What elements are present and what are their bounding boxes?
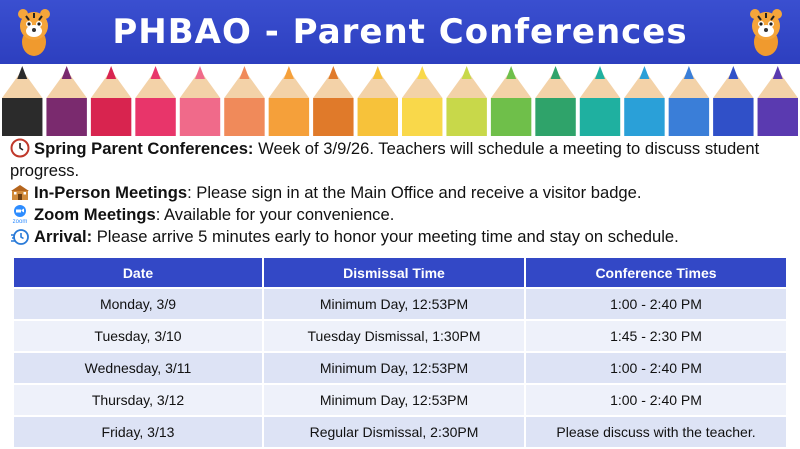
- clock-icon: [10, 138, 30, 158]
- pencil-body: [46, 98, 86, 136]
- pencil-tip: [551, 66, 561, 79]
- table-cell: Wednesday, 3/11: [14, 353, 262, 383]
- column-header-dismissal: Dismissal Time: [264, 258, 524, 287]
- pencil-tip: [462, 66, 472, 79]
- pencil-tip: [17, 66, 27, 79]
- pencil-body: [91, 98, 131, 136]
- pencil-tip: [195, 66, 205, 79]
- table-cell: Tuesday Dismissal, 1:30PM: [264, 321, 524, 351]
- pencil-body: [224, 98, 264, 136]
- table-cell: 1:00 - 2:40 PM: [526, 289, 786, 319]
- pencil-body: [402, 98, 442, 136]
- pencil-tip: [684, 66, 694, 79]
- pencil-body: [580, 98, 620, 136]
- pencil-tip: [62, 66, 72, 79]
- zoom-icon: [10, 204, 30, 224]
- column-header-conference: Conference Times: [526, 258, 786, 287]
- pencil-tip: [239, 66, 249, 79]
- info-line-in-person: In-Person Meetings: Please sign in at the Main Office and receive a visitor badge.: [10, 182, 795, 204]
- pencil-tip: [773, 66, 783, 79]
- info-line-zoom: zoom Zoom Meetings: Available for your convenience.: [10, 204, 795, 226]
- table-row: [14, 353, 786, 383]
- pencil-tip: [373, 66, 383, 79]
- pencil-body: [446, 98, 486, 136]
- pencil-tip: [284, 66, 294, 79]
- pencil-tip: [417, 66, 427, 79]
- pencil-tip: [106, 66, 116, 79]
- pencil-body: [135, 98, 175, 136]
- column-header-date: Date: [14, 258, 262, 287]
- table-header-row: [14, 258, 786, 287]
- table-cell: Thursday, 3/12: [14, 385, 262, 415]
- pencil-body: [269, 98, 309, 136]
- pencil-tip: [328, 66, 338, 79]
- pencil-tip: [639, 66, 649, 79]
- table-cell: 1:00 - 2:40 PM: [526, 385, 786, 415]
- timer-icon: [10, 226, 30, 246]
- svg-text:zoom: zoom: [12, 219, 28, 224]
- pencil-body: [2, 98, 42, 136]
- info-line-spring: Spring Parent Conferences: Week of 3/9/26. Teachers will schedule a meeting to discuss student progress.: [10, 139, 760, 180]
- info-section: [10, 138, 795, 248]
- pencil-body: [758, 98, 798, 136]
- colored-pencils-banner: [0, 64, 800, 136]
- pencil-tip: [151, 66, 161, 79]
- pencil-body: [535, 98, 575, 136]
- pencil-tip: [506, 66, 516, 79]
- table-cell: 1:45 - 2:30 PM: [526, 321, 786, 351]
- table-row: [14, 385, 786, 415]
- pencil-body: [313, 98, 353, 136]
- table-cell: Tuesday, 3/10: [14, 321, 262, 351]
- table-cell: 1:00 - 2:40 PM: [526, 353, 786, 383]
- pencil-tip: [595, 66, 605, 79]
- pencil-body: [491, 98, 531, 136]
- conference-schedule-table: [12, 256, 788, 449]
- table-cell: Monday, 3/9: [14, 289, 262, 319]
- pencil-body: [180, 98, 220, 136]
- pencil-tip: [728, 66, 738, 79]
- table-cell: Minimum Day, 12:53PM: [264, 289, 524, 319]
- table-cell: Please discuss with the teacher.: [526, 417, 786, 447]
- info-line-arrival: Arrival: Please arrive 5 minutes early to honor your meeting time and stay on schedule.: [10, 226, 795, 248]
- pencil-body: [669, 98, 709, 136]
- table-cell: Minimum Day, 12:53PM: [264, 385, 524, 415]
- table-cell: Friday, 3/13: [14, 417, 262, 447]
- table-row: [14, 321, 786, 351]
- pencil-body: [624, 98, 664, 136]
- table-row: [14, 289, 786, 319]
- table-cell: Minimum Day, 12:53PM: [264, 353, 524, 383]
- page-title: PHBAO - Parent Conferences: [112, 12, 688, 52]
- school-building-icon: [10, 182, 30, 202]
- table-row: [14, 417, 786, 447]
- pencil-body: [713, 98, 753, 136]
- table-cell: Regular Dismissal, 2:30PM: [264, 417, 524, 447]
- pencil-body: [358, 98, 398, 136]
